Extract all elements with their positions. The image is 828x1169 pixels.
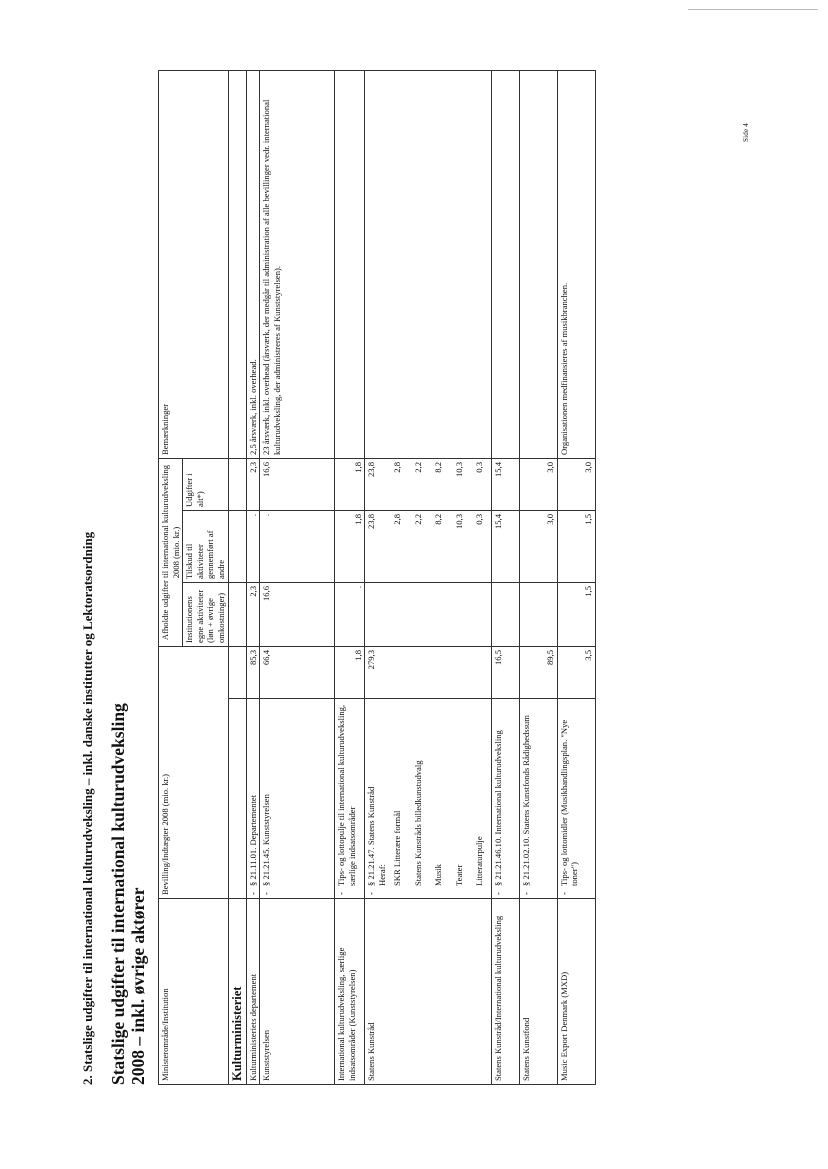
remarks-cell — [519, 70, 557, 458]
institution-cell: Music Export Denmark (MXD) — [557, 899, 595, 1085]
own-activities-cell: 16,6 — [260, 583, 335, 647]
remarks-cell — [491, 70, 519, 458]
own-activities-cell — [491, 583, 519, 647]
grants-cell: 3,0 — [519, 511, 557, 583]
grants-cell: . — [260, 511, 335, 583]
total-cell: 3,0 — [557, 458, 595, 510]
institution-cell: Kulturministeriets departement — [246, 899, 260, 1085]
budget-item-cell — [260, 699, 335, 899]
sub-total-value: 2,2 — [412, 461, 423, 473]
header-ministry: Ministerområde/Institution — [159, 899, 229, 1085]
institution-cell: Statens Kunstråd/International kulturudveksling — [491, 899, 519, 1085]
budget-value-cell: 85,3 — [246, 647, 260, 699]
sub-item-label: Heraf: — [376, 864, 387, 886]
dash-marker: - — [520, 892, 531, 895]
top-edge-line — [688, 9, 818, 10]
section-title: 2. Statslige udgifter til international kulturudveksling – inkl. danske institutter og Lektoratsordning — [80, 531, 95, 1085]
total-cell: 2,3 — [246, 458, 260, 510]
sub-item-label: Musik — [433, 864, 444, 886]
dash-marker: - — [558, 892, 569, 895]
sub-grants-list — [377, 514, 490, 579]
sub-item-label: Teater — [453, 864, 464, 886]
budget-item-text: Tips- og lottomidler (Musikhandlingsplan. "Nye toner") — [558, 719, 580, 886]
header-row-1 — [159, 70, 183, 1084]
header-budget: Bevilling/Indtægter 2008 (mio. kr.) — [159, 647, 229, 899]
own-activities-cell — [519, 583, 557, 647]
budget-value-cell: 66,4 — [260, 647, 335, 699]
budget-value-cell: 1,8 — [335, 647, 365, 699]
table-row — [491, 70, 519, 1084]
sub-grants-value: 10,3 — [453, 514, 464, 530]
grants-cell: 1,8 — [335, 511, 365, 583]
total-cell: 3,0 — [519, 458, 557, 510]
table-row — [557, 70, 595, 1084]
dash-marker: - — [366, 892, 377, 895]
own-activities-cell: 2,3 — [246, 583, 260, 647]
institution-cell: Statens Kunstfond — [519, 899, 557, 1085]
budget-item-text: § 21.21.47. Statens Kunstråd — [366, 786, 377, 886]
table-row — [246, 70, 260, 1084]
grants-value: 23,8 — [366, 514, 377, 530]
rotated-page-content — [80, 65, 680, 1085]
own-activities-cell: . — [335, 583, 365, 647]
grants-cell: 1,5 — [557, 511, 595, 583]
sub-total-value: 8,2 — [433, 461, 444, 473]
sub-grants-value — [377, 514, 388, 579]
table-row — [519, 70, 557, 1084]
budget-item-cell — [519, 699, 557, 899]
grants-cell: 15,4 — [491, 511, 519, 583]
sub-total-value: 2,8 — [392, 461, 403, 473]
grants-cell: . — [246, 511, 260, 583]
remarks-cell — [365, 70, 492, 458]
budget-item-cell — [335, 699, 365, 899]
budget-item-text: § 21.21.45. Kunststyrelsen — [261, 794, 272, 886]
sub-grants-value: 0,3 — [474, 514, 485, 525]
own-activities-cell: 1,5 — [557, 583, 595, 647]
sub-total-list — [377, 462, 490, 507]
sub-total-value: 0,3 — [474, 461, 485, 473]
sub-item-list — [377, 703, 490, 886]
main-title-line-2: 2008 – inkl. øvrige aktører — [128, 887, 148, 1085]
institution-cell: Kunststyrelsen — [260, 899, 335, 1085]
budget-item-cell — [246, 699, 260, 899]
header-own-activities: Institutionens egne aktiviteter (løn + øvrige omkostninger) — [183, 583, 228, 647]
institution-cell: Statens Kunstråd — [365, 899, 492, 1085]
budget-item-text: § 21.11.01. Departementet — [247, 794, 258, 886]
expenditure-table — [158, 70, 596, 1085]
remarks-cell: 2,5 årsværk, inkl. overhead. — [246, 70, 260, 458]
budget-item-cell — [365, 699, 492, 899]
table-row — [365, 70, 492, 1084]
budget-value-cell: 279,3 — [365, 647, 492, 699]
remarks-cell — [335, 70, 365, 458]
dash-marker: - — [261, 892, 272, 895]
total-cell: 16,6 — [260, 458, 335, 510]
grants-cell — [365, 511, 492, 583]
total-cell — [365, 458, 492, 510]
sub-total-value — [377, 462, 388, 507]
sub-grants-value: 2,8 — [392, 514, 403, 525]
total-value: 23,8 — [366, 461, 377, 478]
dash-marker: - — [336, 892, 347, 895]
sub-item-label: Statens Kunstråds billedkunstudvalg — [412, 760, 423, 886]
sub-grants-value: 8,2 — [433, 514, 444, 525]
main-title — [108, 703, 148, 1085]
total-cell: 15,4 — [491, 458, 519, 510]
dash-marker: - — [492, 892, 503, 895]
ministry-heading-row — [228, 70, 246, 1084]
budget-item-text: Tips- og lottopulje til international kulturudveksling, særlige indsatsområder — [336, 704, 357, 886]
header-remarks: Bemærkninger — [159, 70, 229, 458]
table-row — [335, 70, 365, 1084]
budget-item-cell — [491, 699, 519, 899]
main-title-line-1: Statslige udgifter til international kulturudveksling — [108, 703, 128, 1085]
sub-total-value: 10,3 — [453, 461, 464, 478]
budget-item-text: § 21.21.46.10. International kulturudveksling — [492, 730, 503, 886]
remarks-cell: Organisationen medfinansieres af musikbranchen. — [557, 70, 595, 458]
institution-cell: International kulturudveksling, særlige indsatsområder (Kunststyrelsen) — [335, 899, 365, 1085]
own-activities-cell — [365, 583, 492, 647]
budget-item-cell — [557, 699, 595, 899]
table-row — [260, 70, 335, 1084]
budget-value-cell: 89,5 — [519, 647, 557, 699]
sub-grants-value: 2,2 — [412, 514, 423, 525]
total-cell: 1,8 — [335, 458, 365, 510]
header-expenses-group: Afholdte udgifter til international kulturudveksling 2008 (mio. kr.) — [159, 458, 183, 646]
budget-value-cell: 16,5 — [491, 647, 519, 699]
ministry-heading: Kulturministeriet — [228, 899, 246, 1085]
sub-item-label: Litteraturpulje — [474, 836, 485, 886]
header-grants: Tilskud til aktiviteter gennemført af andre — [183, 511, 228, 583]
sub-item-label: SKR Litterære formål — [392, 810, 403, 886]
remarks-cell: 23 årsværk, inkl. overhead (årsværk, der medgår til administration af alle bevillinger vedr. international kulturudveksling, der administreres af Kunststyrelsen). — [260, 70, 335, 458]
header-total: Udgifter i alt*) — [183, 458, 228, 510]
page-number: Side 4 — [742, 123, 750, 142]
dash-marker: - — [247, 892, 258, 895]
budget-item-text: § 21.21.02.10. Statens Kunstfonds Rådighedssum — [520, 715, 531, 886]
budget-value-cell: 3,5 — [557, 647, 595, 699]
